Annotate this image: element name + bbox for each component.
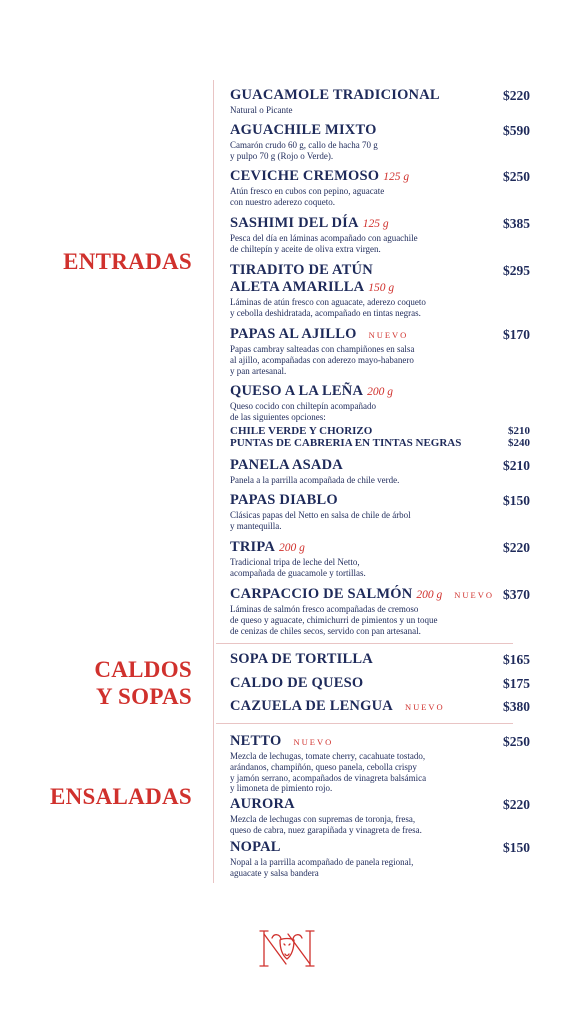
menu-item-tripa — [230, 539, 530, 579]
desc-line: y jamón serrano, acompañados de vinagreta balsámica — [230, 772, 427, 783]
item-weight: 125 g — [362, 218, 389, 230]
item-name: NETTO — [230, 733, 282, 749]
item-description — [230, 140, 530, 162]
item-name: CEVICHE CREMOSO — [230, 168, 380, 184]
section-divider-caldos — [216, 643, 513, 644]
item-name: CALDO DE QUESO — [230, 675, 364, 691]
item-price: $385 — [503, 216, 530, 231]
category-caldos-line1: CALDOS — [94, 657, 192, 682]
item-price: $170 — [503, 327, 530, 342]
desc-line: de cenizas de chiles secos, servido con pan artesanal. — [230, 625, 421, 636]
desc-line: al ajillo, acompañadas con aderezo mayo-habanero — [230, 354, 414, 365]
desc-line: Atún fresco en cubos con pepino, aguacate — [230, 186, 385, 196]
item-description — [230, 233, 530, 255]
item-description — [230, 475, 530, 486]
menu-item-panela — [230, 457, 530, 486]
item-name-line2: ALETA AMARILLA — [230, 279, 365, 295]
option-label: PUNTAS DE CABRERIA EN TINTAS NEGRAS — [230, 437, 462, 450]
item-price: $370 — [503, 587, 530, 602]
item-weight: 150 g — [368, 282, 395, 294]
desc-line: Panela a la parrilla acompañada de chile verde. — [230, 475, 400, 485]
item-description — [230, 344, 530, 376]
option-price: $240 — [508, 437, 530, 450]
desc-line: de queso y aguacate, chimichurri de pimientos y un toque — [230, 614, 438, 625]
menu-item-nopal — [230, 839, 530, 879]
item-description — [230, 751, 530, 794]
item-weight: 200 g — [279, 542, 305, 554]
desc-line: Nopal a la parrilla acompañado de panela regional, — [230, 857, 414, 867]
item-name: PAPAS DIABLO — [230, 492, 338, 508]
menu-item-netto — [230, 733, 530, 794]
new-badge: NUEVO — [293, 737, 334, 747]
item-weight: 200 g — [416, 589, 443, 601]
vertical-divider — [213, 80, 214, 883]
item-name: SASHIMI DEL DÍA — [230, 215, 359, 231]
desc-line: Queso cocido con chiltepín acompañado — [230, 401, 376, 411]
menu-item-papas-ajillo — [230, 326, 530, 376]
item-description — [230, 557, 530, 579]
section-divider-ensaladas — [216, 723, 513, 724]
item-price: $380 — [503, 699, 530, 714]
category-caldos-line2: Y SOPAS — [95, 684, 192, 709]
desc-line: y pan artesanal. — [230, 365, 287, 376]
menu-item-aguachile — [230, 122, 530, 162]
item-description — [230, 401, 530, 423]
item-weight: 125 g — [383, 171, 410, 183]
new-badge: NUEVO — [404, 702, 445, 712]
desc-line: Pesca del día en láminas acompañado con aguachile — [230, 233, 418, 243]
item-name: QUESO A LA LEÑA — [230, 383, 364, 399]
option-puntas — [230, 437, 530, 450]
menu-item-cazuela-lengua — [230, 698, 530, 715]
item-weight: 200 g — [367, 386, 394, 398]
item-name: NOPAL — [230, 839, 281, 855]
item-price: $590 — [503, 123, 530, 138]
desc-line: aguacate y salsa bandera — [230, 867, 319, 878]
option-label: CHILE VERDE Y CHORIZO — [230, 424, 373, 437]
menu-item-queso-lena — [230, 383, 530, 450]
desc-line: Clásicas papas del Netto en salsa de chile de árbol — [230, 510, 411, 520]
item-description — [230, 105, 530, 116]
menu-item-sashimi — [230, 215, 530, 255]
item-name: AGUACHILE MIXTO — [230, 122, 377, 138]
desc-line: Camarón crudo 60 g, callo de hacha 70 g — [230, 140, 378, 150]
desc-line: Láminas de atún fresco con aguacate, aderezo coqueto — [230, 297, 426, 307]
item-price: $250 — [503, 169, 530, 184]
desc-line: Tradicional tripa de leche del Netto, — [230, 557, 360, 567]
item-name: AURORA — [230, 796, 295, 812]
desc-line: Láminas de salmón fresco acompañadas de cremoso — [230, 604, 419, 614]
item-name: CAZUELA DE LENGUA — [230, 698, 393, 714]
item-price: $165 — [503, 652, 530, 667]
item-name: CARPACCIO DE SALMÓN — [230, 586, 413, 602]
item-description — [230, 814, 530, 836]
desc-line: Natural o Picante — [230, 105, 293, 115]
item-price: $150 — [503, 493, 530, 508]
item-price: $295 — [503, 263, 530, 278]
bull-head-logo-icon — [256, 928, 318, 970]
item-price: $150 — [503, 840, 530, 855]
item-price: $220 — [503, 88, 530, 103]
item-description — [230, 186, 530, 208]
category-ensaladas: ENSALADAS — [49, 784, 192, 809]
new-badge: NUEVO — [454, 590, 494, 600]
category-entradas: ENTRADAS — [63, 249, 192, 274]
item-name: PANELA ASADA — [230, 457, 343, 473]
desc-line: y pulpo 70 g (Rojo o Verde). — [230, 150, 334, 161]
new-badge: NUEVO — [368, 330, 409, 340]
item-name: GUACAMOLE TRADICIONAL — [230, 87, 440, 103]
menu-item-papas-diablo — [230, 492, 530, 532]
desc-line: y mantequilla. — [230, 520, 282, 531]
option-price: $210 — [508, 424, 530, 437]
desc-line: y cebolla deshidratada, acompañado en tintas negras. — [230, 307, 421, 318]
menu-item-caldo-queso — [230, 675, 530, 692]
desc-line: queso de cabra, nuez garapiñada y vinagreta de fresa. — [230, 824, 422, 835]
desc-line: arándanos, champiñón, queso panela, cebolla crispy — [230, 761, 417, 772]
item-description — [230, 857, 530, 879]
menu-item-sopa-tortilla — [230, 651, 530, 668]
desc-line: Papas cambray salteadas con champiñones en salsa — [230, 344, 415, 354]
item-description — [230, 510, 530, 532]
item-name: TRIPA — [230, 539, 276, 555]
item-description — [230, 297, 530, 319]
desc-line: Mezcla de lechugas con supremas de toronja, fresa, — [230, 814, 416, 824]
item-name: PAPAS AL AJILLO — [230, 326, 357, 342]
menu-item-guacamole — [230, 87, 530, 116]
item-name: SOPA DE TORTILLA — [230, 651, 373, 667]
menu-item-carpaccio — [230, 586, 530, 636]
category-caldos-y-sopas — [94, 656, 192, 710]
desc-line: de chiltepín y aceite de oliva extra virgen. — [230, 243, 381, 254]
item-price: $220 — [503, 797, 530, 812]
desc-line: de las siguientes opciones: — [230, 411, 326, 422]
item-description — [230, 604, 530, 636]
desc-line: con nuestro aderezo coqueto. — [230, 196, 335, 207]
option-chile-verde — [230, 425, 530, 438]
item-price: $210 — [503, 458, 530, 473]
item-price: $175 — [503, 676, 530, 691]
item-name: TIRADITO DE ATÚN — [230, 262, 373, 278]
item-price: $250 — [503, 734, 530, 749]
desc-line: y limoneta de pimiento rojo. — [230, 783, 333, 794]
desc-line: acompañada de guacamole y tortillas. — [230, 567, 366, 578]
item-price: $220 — [503, 540, 530, 555]
menu-item-ceviche — [230, 168, 530, 208]
menu-item-aurora — [230, 796, 530, 836]
menu-item-tiradito — [230, 262, 530, 319]
desc-line: Mezcla de lechugas, tomate cherry, cacahuate tostado, — [230, 751, 426, 761]
